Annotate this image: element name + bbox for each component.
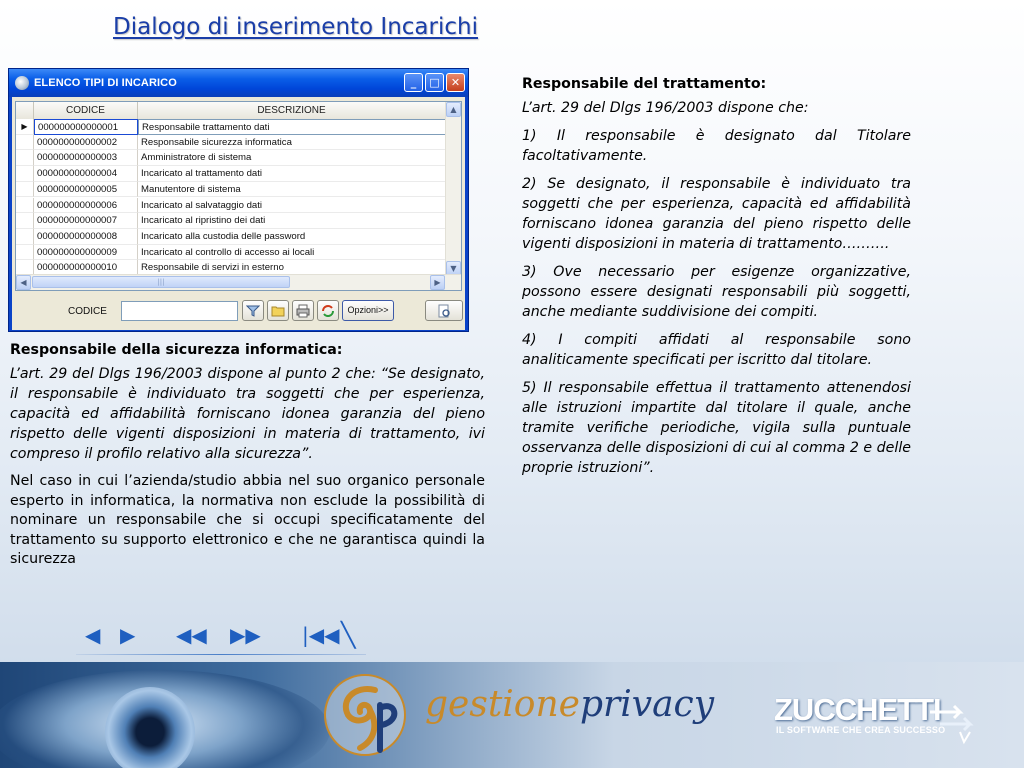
table-row[interactable]: [16, 229, 446, 245]
description-cell[interactable]: Amministratore di sistema: [138, 150, 446, 166]
description-cell[interactable]: Incaricato alla custodia delle password: [138, 229, 446, 245]
slide-navigation: [76, 619, 366, 655]
row-indicator: [16, 213, 34, 229]
maximize-button[interactable]: [425, 73, 444, 92]
slide-title: Dialogo di inserimento Incarichi: [113, 14, 478, 40]
minimize-button[interactable]: [404, 73, 423, 92]
code-cell[interactable]: 000000000000002: [34, 135, 138, 151]
chevron-right-icon: ▶: [120, 623, 136, 647]
description-cell[interactable]: Incaricato al trattamento dati: [138, 166, 446, 182]
description-cell[interactable]: Incaricato al controllo di accesso ai locali: [138, 245, 446, 261]
row-indicator: [16, 135, 34, 151]
previous-slide-button[interactable]: [85, 621, 100, 649]
print-button[interactable]: [292, 300, 314, 321]
footer-banner: [0, 662, 1024, 768]
app-icon: [15, 76, 29, 90]
chevron-right-icon: ▶: [434, 278, 441, 287]
current-row-icon: ▶: [16, 119, 34, 135]
brand-part-1: gestione: [425, 684, 580, 725]
nav-divider: [76, 654, 366, 655]
row-indicator: [16, 182, 34, 198]
minimize-icon: _: [410, 76, 417, 89]
scroll-right-button[interactable]: [430, 275, 445, 290]
code-cell[interactable]: 000000000000010: [34, 260, 138, 276]
right-intro: L’art. 29 del Dlgs 196/2003 dispone che:: [522, 100, 809, 116]
right-list-item-2: 2) Se designato, il responsabile è individuato tra soggetti che per esperienza, capacità ed affidabilità forniscano idonea garanzia del pieno rispetto delle vigenti disposizioni in materia di trattamento……….: [522, 176, 911, 252]
grid-header: [16, 102, 446, 120]
description-cell[interactable]: Incaricato al salvataggio dati: [138, 198, 446, 214]
table-row[interactable]: [16, 182, 446, 198]
codice-search-input[interactable]: [121, 301, 238, 321]
preview-button[interactable]: [425, 300, 463, 321]
maximize-icon: □: [429, 76, 440, 89]
column-header-descrizione[interactable]: DESCRIZIONE: [138, 102, 446, 119]
description-cell[interactable]: Responsabile trattamento dati: [138, 119, 446, 135]
window-titlebar[interactable]: [9, 69, 468, 97]
gestione-privacy-wordmark: [425, 684, 714, 725]
folder-icon: [271, 304, 285, 318]
row-indicator: [16, 150, 34, 166]
table-row[interactable]: [16, 198, 446, 214]
chevron-left-icon: ◀: [85, 623, 101, 647]
description-cell[interactable]: Manutentore di sistema: [138, 182, 446, 198]
right-list-item-3: 3) Ove necessario per esigenze organizzative, possono essere designati responsabili più soggetti, anche mediante suddivisione dei compiti.: [522, 264, 911, 320]
right-text-column: [522, 74, 911, 486]
refresh-button[interactable]: [317, 300, 339, 321]
code-cell[interactable]: 000000000000004: [34, 166, 138, 182]
fast-forward-button[interactable]: [230, 621, 261, 649]
left-heading: Responsabile della sicurezza informatica:: [10, 342, 343, 358]
description-cell[interactable]: Responsabile di servizi in esterno: [138, 260, 446, 276]
refresh-icon: [321, 304, 335, 318]
left-paragraph-quote: L’art. 29 del Dlgs 196/2003 dispone al punto 2 che: “Se designato, il responsabile è individuato tra soggetti che per esperienza, capacità ed affidabilità forniscano idonea garanzia del pieno rispetto delle vigenti disposizioni in materia di trattamento, ivi compreso il profilo relativo alla sicurezza”.: [10, 366, 485, 462]
table-row[interactable]: [16, 135, 446, 151]
scroll-up-button[interactable]: [446, 102, 461, 117]
document-preview-icon: [437, 304, 451, 318]
right-list-item-1: 1) Il responsabile è designato dal Titolare facoltativamente.: [522, 128, 911, 164]
chevron-down-icon: ▼: [450, 264, 457, 273]
code-cell[interactable]: 000000000000006: [34, 198, 138, 214]
row-indicator: [16, 229, 34, 245]
double-chevron-right-icon: ▶▶: [230, 623, 261, 647]
skip-to-start-icon: |◀◀: [302, 623, 340, 647]
incarichi-grid: [15, 101, 462, 291]
table-row[interactable]: [16, 150, 446, 166]
row-indicator: [16, 245, 34, 261]
printer-icon: [296, 304, 310, 318]
code-cell[interactable]: 000000000000005: [34, 182, 138, 198]
scroll-left-button[interactable]: [16, 275, 31, 290]
chevron-up-icon: ▲: [450, 105, 457, 114]
horizontal-scrollbar[interactable]: [16, 274, 461, 290]
gestione-privacy-logo: [320, 670, 415, 760]
open-folder-button[interactable]: [267, 300, 289, 321]
description-cell[interactable]: Incaricato al ripristino dei dati: [138, 213, 446, 229]
next-slide-button[interactable]: [120, 621, 135, 649]
exit-button[interactable]: [341, 621, 355, 649]
close-icon: ✕: [450, 76, 461, 89]
grip-icon: |||: [157, 278, 165, 286]
window-title: ELENCO TIPI DI INCARICO: [34, 77, 177, 89]
right-list-item-5: 5) Il responsabile effettua il trattamento attenendosi alle istruzioni impartite dal titolare il quale, anche tramite verifiche periodiche, vigila sulla puntuale osservanza delle disposizioni di cui al comma 2 e delle proprie istruzioni”.: [522, 380, 911, 476]
zucchetti-tagline: IL SOFTWARE CHE CREA SUCCESSO: [776, 725, 946, 735]
left-text-column: [10, 340, 485, 578]
arrows-icon: [930, 700, 976, 745]
brand-part-2: privacy: [579, 684, 715, 725]
code-cell[interactable]: 000000000000001: [34, 119, 138, 135]
table-row[interactable]: [16, 245, 446, 261]
table-row[interactable]: [16, 166, 446, 182]
first-slide-button[interactable]: [302, 621, 340, 649]
options-button[interactable]: Opzioni>>: [342, 300, 394, 321]
column-header-codice[interactable]: CODICE: [34, 102, 138, 119]
zucchetti-logo: ZUCCHETTI: [774, 692, 941, 727]
description-cell[interactable]: Responsabile sicurezza informatica: [138, 135, 446, 151]
row-indicator: [16, 166, 34, 182]
chevron-left-icon: ◀: [20, 278, 27, 287]
close-button[interactable]: [446, 73, 465, 92]
window-body: [12, 97, 465, 330]
horizontal-scroll-thumb[interactable]: [32, 276, 290, 288]
eye-iris: [105, 687, 195, 768]
row-indicator-header: [16, 102, 34, 119]
codice-search-label: CODICE: [68, 306, 107, 317]
code-cell[interactable]: 000000000000007: [34, 213, 138, 229]
table-row[interactable]: [16, 213, 446, 229]
vertical-scrollbar[interactable]: [445, 102, 461, 276]
double-chevron-left-icon: ◀◀: [176, 623, 207, 647]
elenco-tipi-incarico-window: [8, 68, 469, 332]
right-list-item-4: 4) I compiti affidati al responsabile sono analiticamente specificati per iscritto dal titolare.: [522, 332, 911, 368]
table-row[interactable]: [16, 119, 446, 135]
code-cell[interactable]: 000000000000003: [34, 150, 138, 166]
filter-icon: [246, 304, 260, 318]
code-cell[interactable]: 000000000000008: [34, 229, 138, 245]
row-indicator: [16, 198, 34, 214]
rewind-button[interactable]: [176, 621, 207, 649]
right-heading: Responsabile del trattamento:: [522, 76, 767, 92]
left-paragraph-body: Nel caso in cui l’azienda/studio abbia nel suo organico personale esperto in informatica, la normativa non esclude la possibilità di nominare un responsabile che si occupi specificatamente del trattamento su supporto elettronico e che ne garantisca quindi la sicurezza: [10, 473, 485, 567]
slash-icon: ╲: [341, 621, 356, 649]
code-cell[interactable]: 000000000000009: [34, 245, 138, 261]
filter-button[interactable]: [242, 300, 264, 321]
